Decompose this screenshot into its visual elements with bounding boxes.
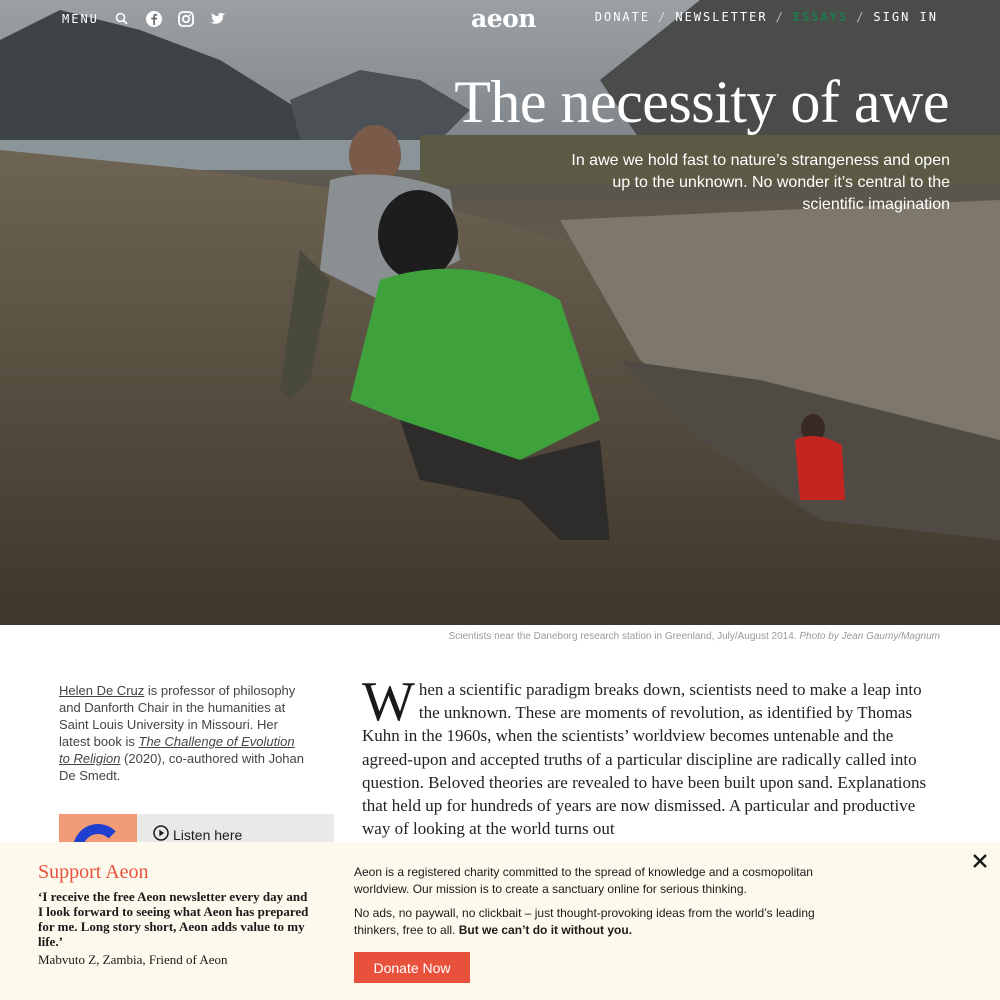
banner-quote: ‘I receive the free Aeon newsletter every day and I look forward to seeing what Aeon has prepared for me. Long story short, Aeon adds value to my life.’	[38, 889, 309, 949]
listen-label: Listen here	[173, 826, 243, 843]
banner-attribution: Mabvuto Z, Zambia, Friend of Aeon	[38, 952, 228, 967]
banner-appeal-text	[354, 905, 854, 939]
author-book-link[interactable]: The Challenge of Evolution to Religion	[59, 734, 295, 766]
drop-cap: W	[362, 671, 415, 733]
banner-appeal-plain: No ads, no paywall, no clickbait – just thought-provoking ideas from the world’s leading thinkers, free to all.	[354, 906, 815, 937]
menu-button[interactable]: MENU	[62, 12, 99, 26]
standfirst: In awe we hold fast to nature’s strangeness and open up to the unknown. No wonder it’s central to the scientific imagination	[571, 152, 950, 213]
nav-separator: /	[856, 10, 866, 24]
page-title: The necessity of awe	[454, 69, 949, 135]
support-banner	[0, 842, 1000, 1000]
facebook-icon[interactable]	[145, 10, 163, 28]
twitter-icon[interactable]	[209, 10, 227, 28]
author-name-link[interactable]: Helen De Cruz	[59, 683, 145, 698]
nav-newsletter-link[interactable]: NEWSLETTER	[675, 10, 768, 24]
aeon-logo[interactable]: aeon	[471, 4, 536, 33]
instagram-icon[interactable]	[177, 10, 195, 28]
top-navigation	[0, 0, 1000, 36]
search-icon[interactable]	[113, 10, 131, 28]
nav-essays-link[interactable]: ESSAYS	[792, 10, 849, 24]
banner-appeal-bold: But we can’t do it without you.	[458, 923, 633, 937]
author-bio-text-end: (2020), co-authored with Johan De Smedt.	[59, 751, 304, 783]
image-caption	[449, 631, 940, 642]
nav-separator: /	[658, 10, 668, 24]
author-bio-text: is professor of philosophy and Danforth Chair in the humanities at Saint Louis University in Missouri. Her latest book is	[59, 683, 296, 749]
donate-now-button[interactable]: Donate Now	[354, 952, 470, 983]
author-bio	[59, 682, 309, 784]
article-body	[362, 671, 942, 840]
banner-mission-text: Aeon is a registered charity committed to the spread of knowledge and a cosmopolitan worldview. Our mission is to create a sanctuary online for serious thinking.	[354, 865, 813, 896]
photo-credit: Photo by Jean Gaumy/Magnum	[799, 631, 940, 642]
close-icon[interactable]	[971, 852, 989, 870]
banner-title: Support Aeon	[38, 861, 149, 883]
caption-text: Scientists near the Daneborg research station in Greenland, July/August 2014.	[448, 631, 797, 642]
nav-donate-link[interactable]: DONATE	[594, 10, 651, 24]
nav-separator: /	[775, 10, 785, 24]
nav-left-group	[62, 10, 227, 28]
nav-right-group	[595, 10, 938, 24]
article-paragraph: hen a scientific paradigm breaks down, scientists need to make a leap into the unknown. These are moments of revolution, as identified by Thomas Kuhn in the 1960s, when the scientists’ worldview becomes untenable and the agreed-upon and accepted truths of a particular discipline are radically called into question. Beloved theories are revealed to have been built upon sand. Explanations that held up for hundreds of years are now dismissed. A particular and productive way of looking at the world turns out	[362, 680, 927, 839]
nav-sign-in-link[interactable]: SIGN IN	[873, 10, 938, 24]
